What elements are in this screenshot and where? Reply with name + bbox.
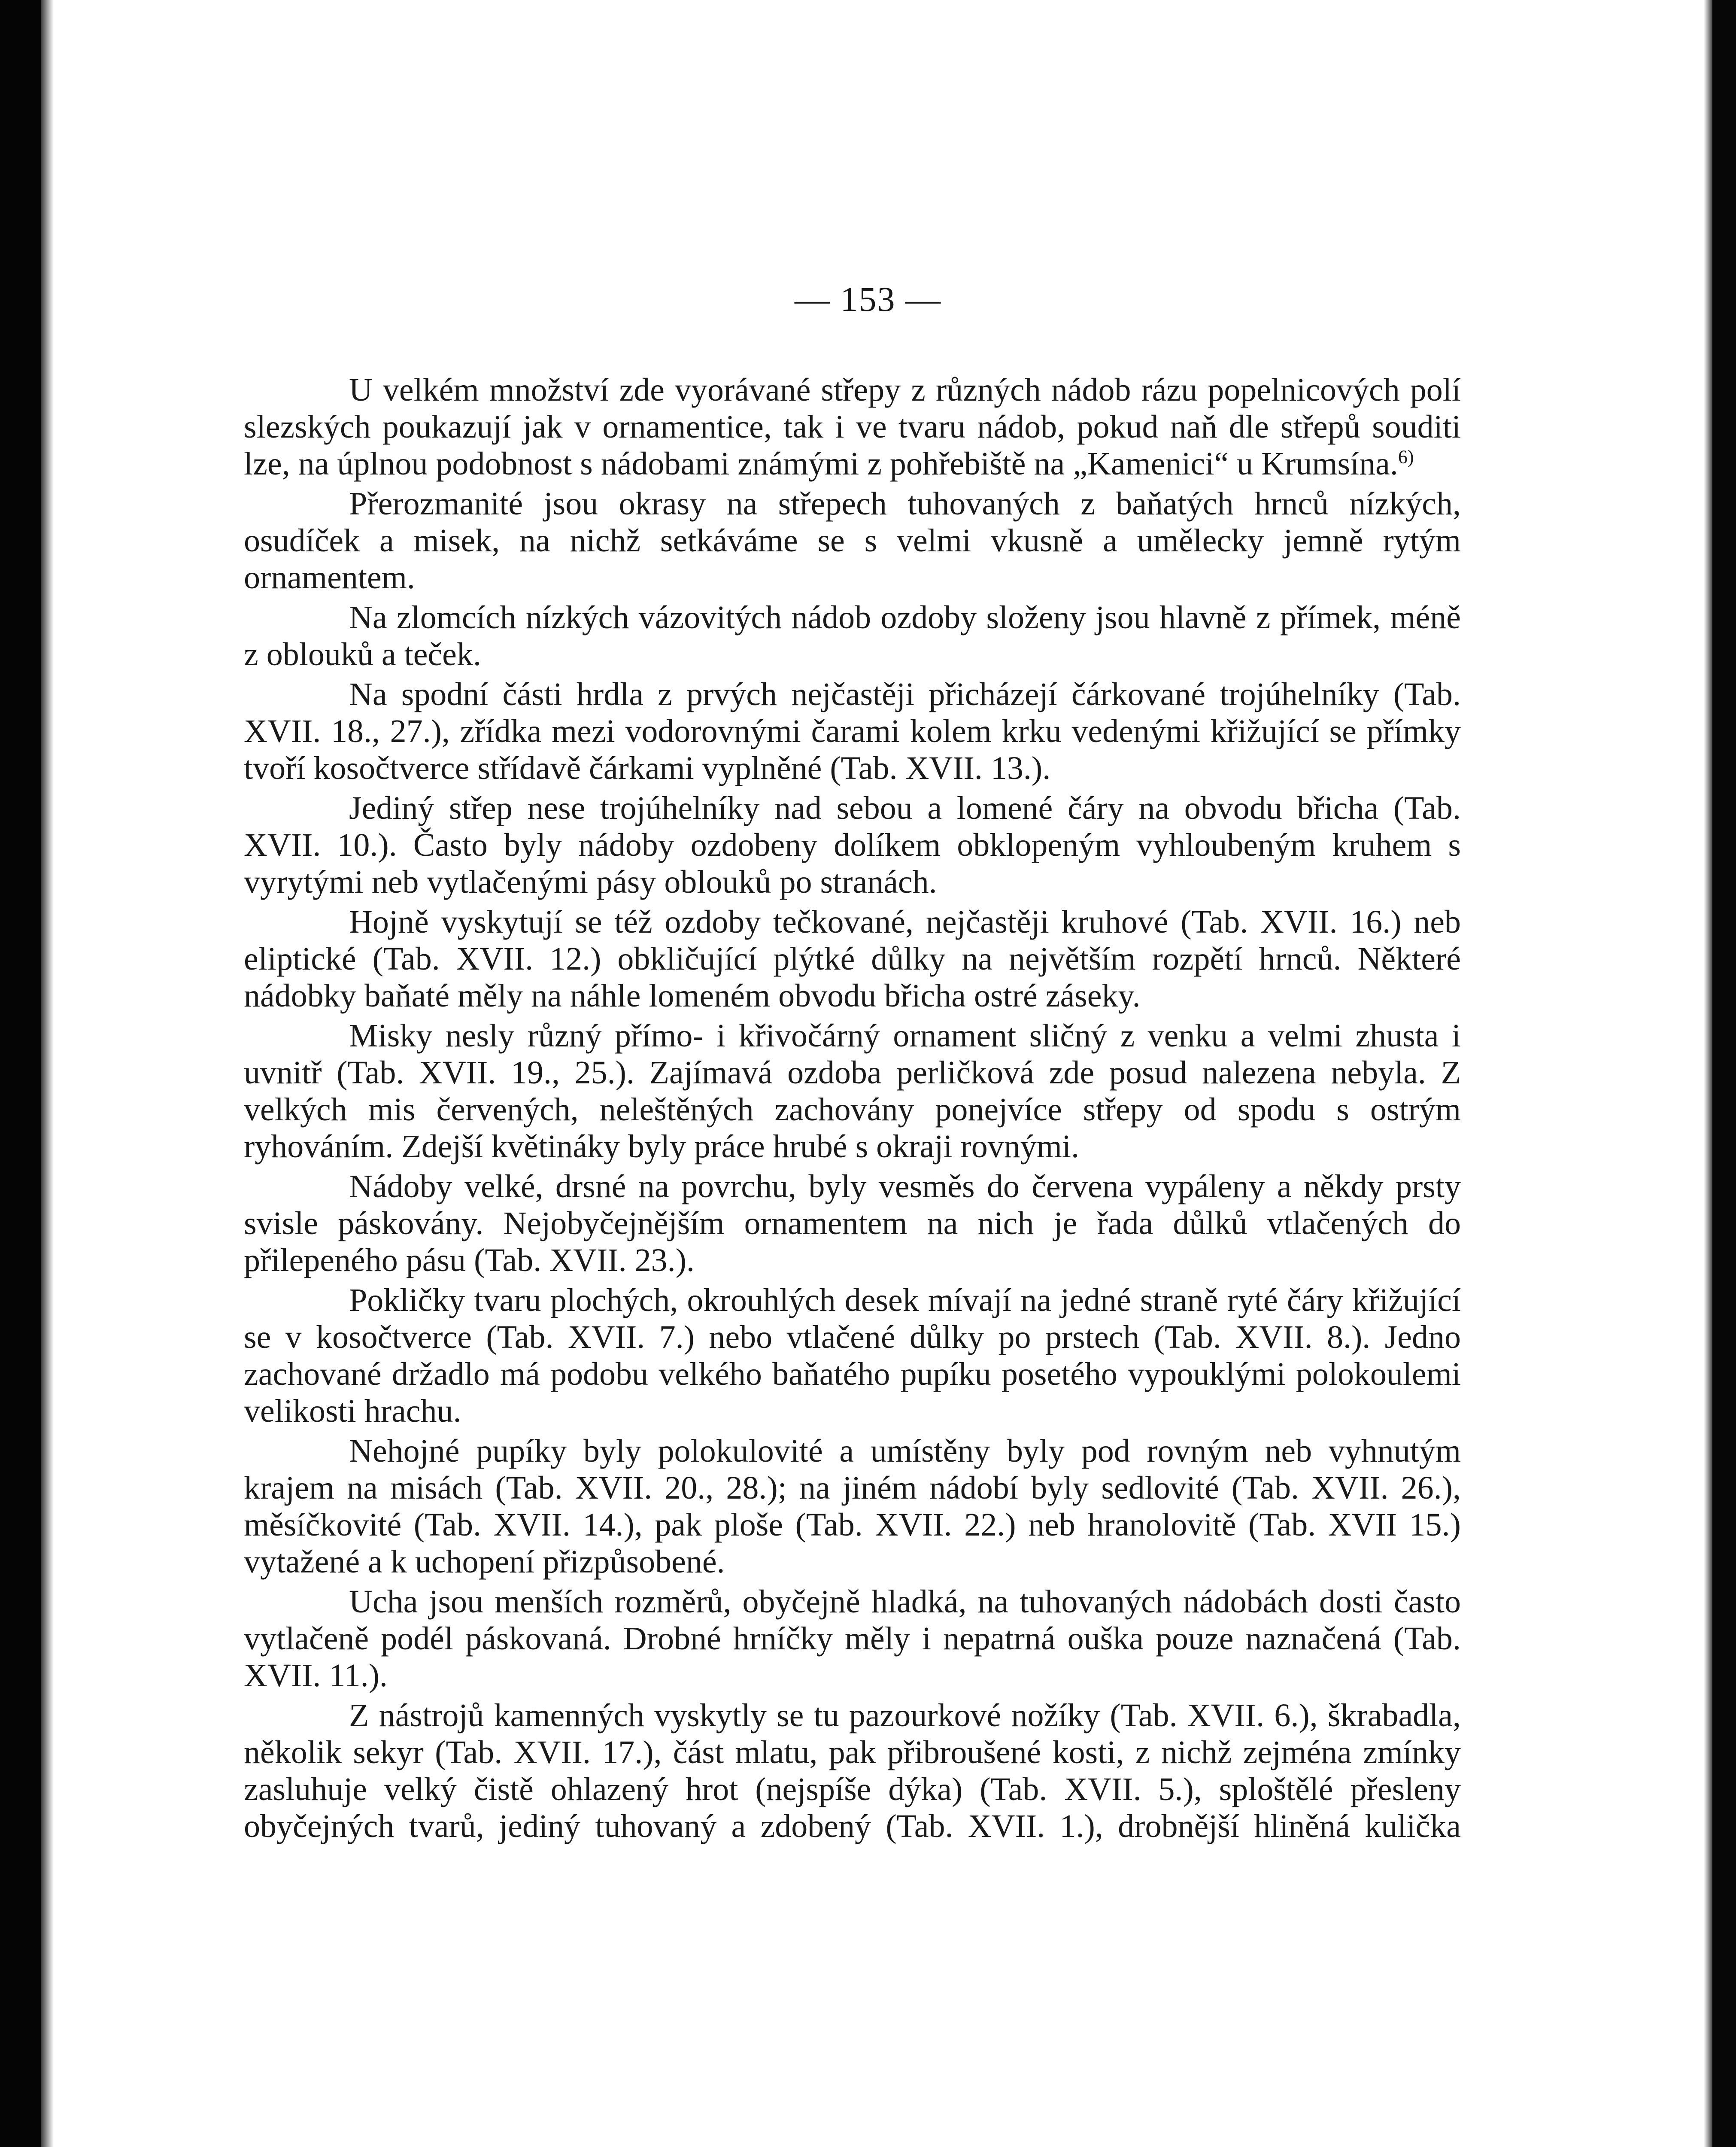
scan-edge-right: [1712, 0, 1736, 2147]
paragraph-3: Na zlomcích nízkých vázovitých nádob ozdoby složeny jsou hlavně z přímek, méně z oblouků a teček.: [244, 599, 1461, 672]
paragraph-11: Ucha jsou menších rozměrů, obyčejně hladká, na tuhovaných nádobách dosti často vytlačeně podél páskovaná. Drobné hrníčky měly i nepatrná ouška pouze naznačená (Tab. XVII. 11.).: [244, 1584, 1461, 1694]
paragraph-6: Hojně vyskytují se též ozdoby tečkované, nejčastěji kruhové (Tab. XVII. 16.) neb eliptické (Tab. XVII. 12.) obkličující plýtké důlky na největším rozpětí hrnců. Některé nádobky baňaté měly na náhle lomeném obvodu břicha ostré záseky.: [244, 904, 1461, 1014]
footnote-reference: 6): [1398, 446, 1414, 468]
scan-edge-left: [0, 0, 41, 2147]
scan-edge-left-shadow: [41, 0, 54, 2147]
paragraph-8: Nádoby velké, drsné na povrchu, byly vesměs do červena vypáleny a někdy prsty svisle páskovány. Nejobyčejnějším ornamentem na nich je řada důlků vtlačených do přilepeného pásu (Tab. XVII. 23.).: [244, 1168, 1461, 1278]
paragraph-12: Z nástrojů kamenných vyskytly se tu pazourkové nožíky (Tab. XVII. 6.), škrabadla, několik sekyr (Tab. XVII. 17.), část mlatu, pak přibroušené kosti, z nichž zejména zmínky zasluhuje velký čistě ohlazený hrot (nejspíše dýka) (Tab. XVII. 5.), sploštělé přesleny obyčejných tvarů, jediný tuhovaný a zdobený (Tab. XVII. 1.), drobnější hliněná kulička: [244, 1697, 1461, 1844]
body-text: [244, 371, 1461, 1848]
paragraph-7: Misky nesly různý přímo- i křivočárný ornament sličný z venku a velmi zhusta i uvnitř (Tab. XVII. 19., 25.). Zajímavá ozdoba perličková zde posud nalezena nebyla. Z velkých mis červených, neleštěných zachovány ponejvíce střepy od spodu s ostrým ryhováním. Zdejší květináky byly práce hrubé s okraji rovnými.: [244, 1018, 1461, 1165]
paragraph-4: Na spodní části hrdla z prvých nejčastěji přicházejí čárkované trojúhelníky (Tab. XVII. 18., 27.), zřídka mezi vodorovnými čarami kolem krku vedenými křižující se přímky tvoří kosočtverce střídavě čárkami vyplněné (Tab. XVII. 13.).: [244, 676, 1461, 786]
scan-edge-right-shadow: [1704, 0, 1712, 2147]
paragraph-9: Pokličky tvaru plochých, okrouhlých desek mívají na jedné straně ryté čáry křižující se v kosočtverce (Tab. XVII. 7.) nebo vtlačené důlky po prstech (Tab. XVII. 8.). Jedno zachované držadlo má podobu velkého baňatého pupíku posetého vypouklými polokoulemi velikosti hrachu.: [244, 1282, 1461, 1429]
paragraph-2: Přerozmanité jsou okrasy na střepech tuhovaných z baňatých hrnců nízkých, osudíček a misek, na nichž setkáváme se s velmi vkusně a umělecky jemně rytým ornamentem.: [244, 486, 1461, 596]
paragraph-10: Nehojné pupíky byly polokulovité a umístěny byly pod rovným neb vyhnutým krajem na misách (Tab. XVII. 20., 28.); na jiném nádobí byly sedlovité (Tab. XVII. 26.), měsíčkovité (Tab. XVII. 14.), pak ploše (Tab. XVII. 22.) neb hranolovitě (Tab. XVII 15.) vytažené a k uchopení přizpůsobené.: [244, 1433, 1461, 1580]
paragraph-1: U velkém množství zde vyorávané střepy z různých nádob rázu popelnicových polí slezských poukazují jak v ornamentice, tak i ve tvaru nádob, pokud naň dle střepů souditi lze, na úplnou podobnost s nádobami známými z pohřebiště na „Kamenici“ u Krumsína.$^{6)}$: [244, 372, 1461, 482]
paragraph-5: Jediný střep nese trojúhelníky nad sebou a lomené čáry na obvodu břicha (Tab. XVII. 10.). Často byly nádoby ozdobeny dolíkem obklopeným vyhloubeným kruhem s vyrytými neb vytlačenými pásy oblouků po stranách.: [244, 790, 1461, 900]
page-number: — 153 —: [795, 280, 941, 319]
